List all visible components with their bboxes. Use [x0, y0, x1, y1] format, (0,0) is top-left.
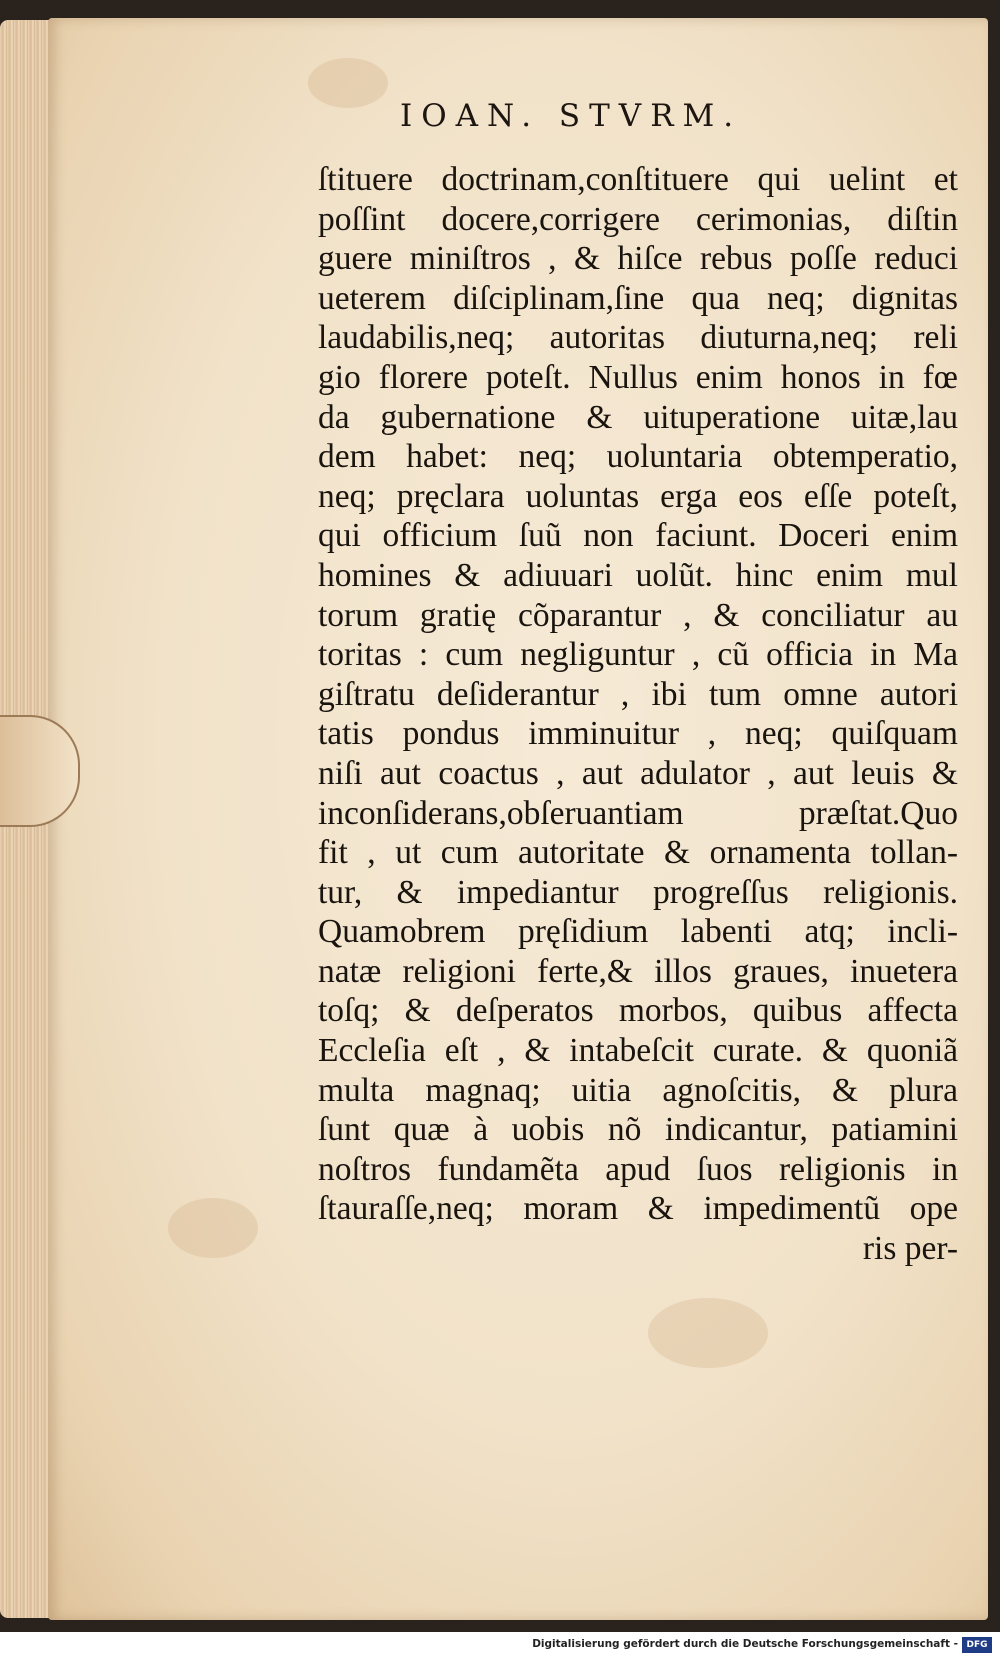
text-line: natæ religioni ferte,& illos graues, inuetera	[318, 952, 958, 990]
text-line: ueterem diſciplinam,ſine qua neq; dignitas	[318, 279, 958, 317]
text-line: torum gratię cõparantur , & conciliatur au	[318, 596, 958, 634]
body-text	[318, 160, 958, 1269]
text-line: fit , ut cum autoritate & ornamenta tollan-	[318, 834, 958, 872]
paper-stain	[648, 1298, 768, 1368]
footer-bar	[0, 1635, 1000, 1659]
catchword-line: ris per-	[862, 1230, 958, 1268]
text-line: tatis pondus imminuitur , neq; quiſquam	[318, 715, 958, 753]
text-line: tur, & impediantur progreſſus religionis.	[318, 873, 958, 911]
text-line: giſtratu deſiderantur , ibi tum omne autori	[318, 675, 958, 713]
running-head: IOAN. STVRM.	[400, 98, 743, 134]
text-line: toritas : cum negliguntur , cũ officia in Ma	[318, 636, 958, 674]
text-line: gio florere poteſt. Nullus enim honos in fœ	[318, 358, 958, 396]
text-line: homines & adiuuari uolũt. hinc enim mul	[318, 556, 958, 594]
text-line: noſtros fundamẽta apud ſuos religionis in	[318, 1150, 958, 1188]
text-line: multa magnaq; uitia agnoſcitis, & plura	[318, 1071, 958, 1109]
text-line: Eccleſia eſt , & intabeſcit curate. & quoniã	[318, 1032, 958, 1070]
text-line: niſi aut coactus , aut adulator , aut leuis &	[318, 754, 958, 792]
funding-credit: Digitalisierung gefördert durch die Deutsche Forschungsgemeinschaft -	[532, 1638, 958, 1650]
paper-stain	[168, 1198, 258, 1258]
text-line: toſq; & deſperatos morbos, quibus affecta	[318, 992, 958, 1030]
text-line: dem habet: neq; uoluntaria obtemperatio,	[318, 438, 958, 476]
text-line: laudabilis,neq; autoritas diuturna,neq; reli	[318, 319, 958, 357]
paper-stain	[308, 58, 388, 108]
text-line: ſtauraſſe,neq; moram & impedimentũ ope	[318, 1190, 958, 1228]
text-line: ſunt quæ à uobis nõ indicantur, patiamini	[318, 1111, 958, 1149]
text-line: Quamobrem pręſidium labenti atq; incli-	[318, 913, 958, 951]
text-line: neq; pręclara uoluntas erga eos eſſe poteſt,	[318, 477, 958, 515]
text-line: qui officium ſuũ non faciunt. Doceri enim	[318, 517, 958, 555]
text-line: poſſint docere,corrigere cerimonias, diſtin	[318, 200, 958, 238]
text-line: ſtituere doctrinam,conſtituere qui uelint et	[318, 161, 958, 198]
text-line: guere miniſtros , & hiſce rebus poſſe reduci	[318, 240, 958, 278]
dfg-logo-icon: DFG	[962, 1637, 992, 1653]
text-line: inconſiderans,obſeruantiam præſtat.Quo	[318, 794, 958, 832]
text-line: da gubernatione & uituperatione uitæ,lau	[318, 398, 958, 436]
